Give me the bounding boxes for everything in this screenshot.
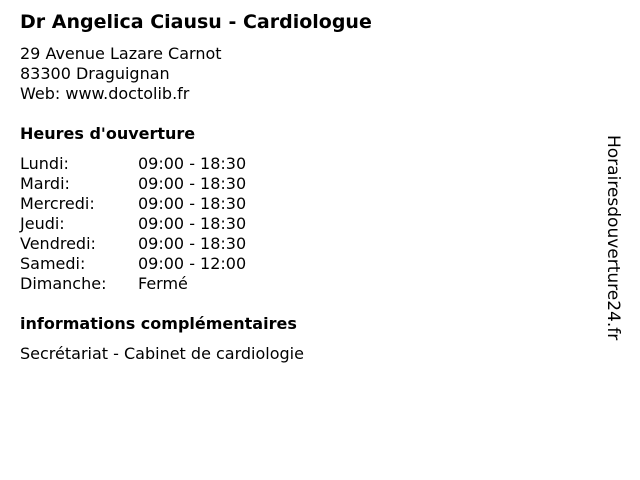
opening-hours-table xyxy=(20,154,246,294)
hours-time: 09:00 - 18:30 xyxy=(138,154,247,173)
additional-info-heading: informations complémentaires xyxy=(20,314,297,333)
address-street: 29 Avenue Lazare Carnot xyxy=(20,44,222,63)
hours-day: Dimanche: xyxy=(20,274,107,293)
hours-day: Mercredi: xyxy=(20,194,95,213)
hours-row xyxy=(20,214,246,234)
address-block xyxy=(20,44,222,104)
website-text: Web: www.doctolib.fr xyxy=(20,84,190,103)
hours-time: 09:00 - 12:00 xyxy=(138,254,247,273)
hours-time: 09:00 - 18:30 xyxy=(138,214,247,233)
hours-time: 09:00 - 18:30 xyxy=(138,234,247,253)
hours-row xyxy=(20,254,246,274)
hours-day: Jeudi: xyxy=(20,214,65,233)
hours-row xyxy=(20,154,246,174)
hours-row xyxy=(20,274,246,294)
hours-time: 09:00 - 18:30 xyxy=(138,174,247,193)
hours-day: Lundi: xyxy=(20,154,69,173)
hours-day: Vendredi: xyxy=(20,234,96,253)
hours-day: Samedi: xyxy=(20,254,86,273)
hours-row xyxy=(20,234,246,254)
hours-day: Mardi: xyxy=(20,174,70,193)
opening-hours-heading: Heures d'ouverture xyxy=(20,124,196,143)
additional-info-text: Secrétariat - Cabinet de cardiologie xyxy=(20,344,304,363)
page-title: Dr Angelica Ciausu - Cardiologue xyxy=(20,11,372,33)
hours-row xyxy=(20,194,246,214)
hours-row xyxy=(20,174,246,194)
address-city: 83300 Draguignan xyxy=(20,64,170,83)
watermark-text: Horairesdouverture24.fr xyxy=(603,135,623,341)
hours-time: 09:00 - 18:30 xyxy=(138,194,247,213)
hours-time: Fermé xyxy=(138,274,188,293)
